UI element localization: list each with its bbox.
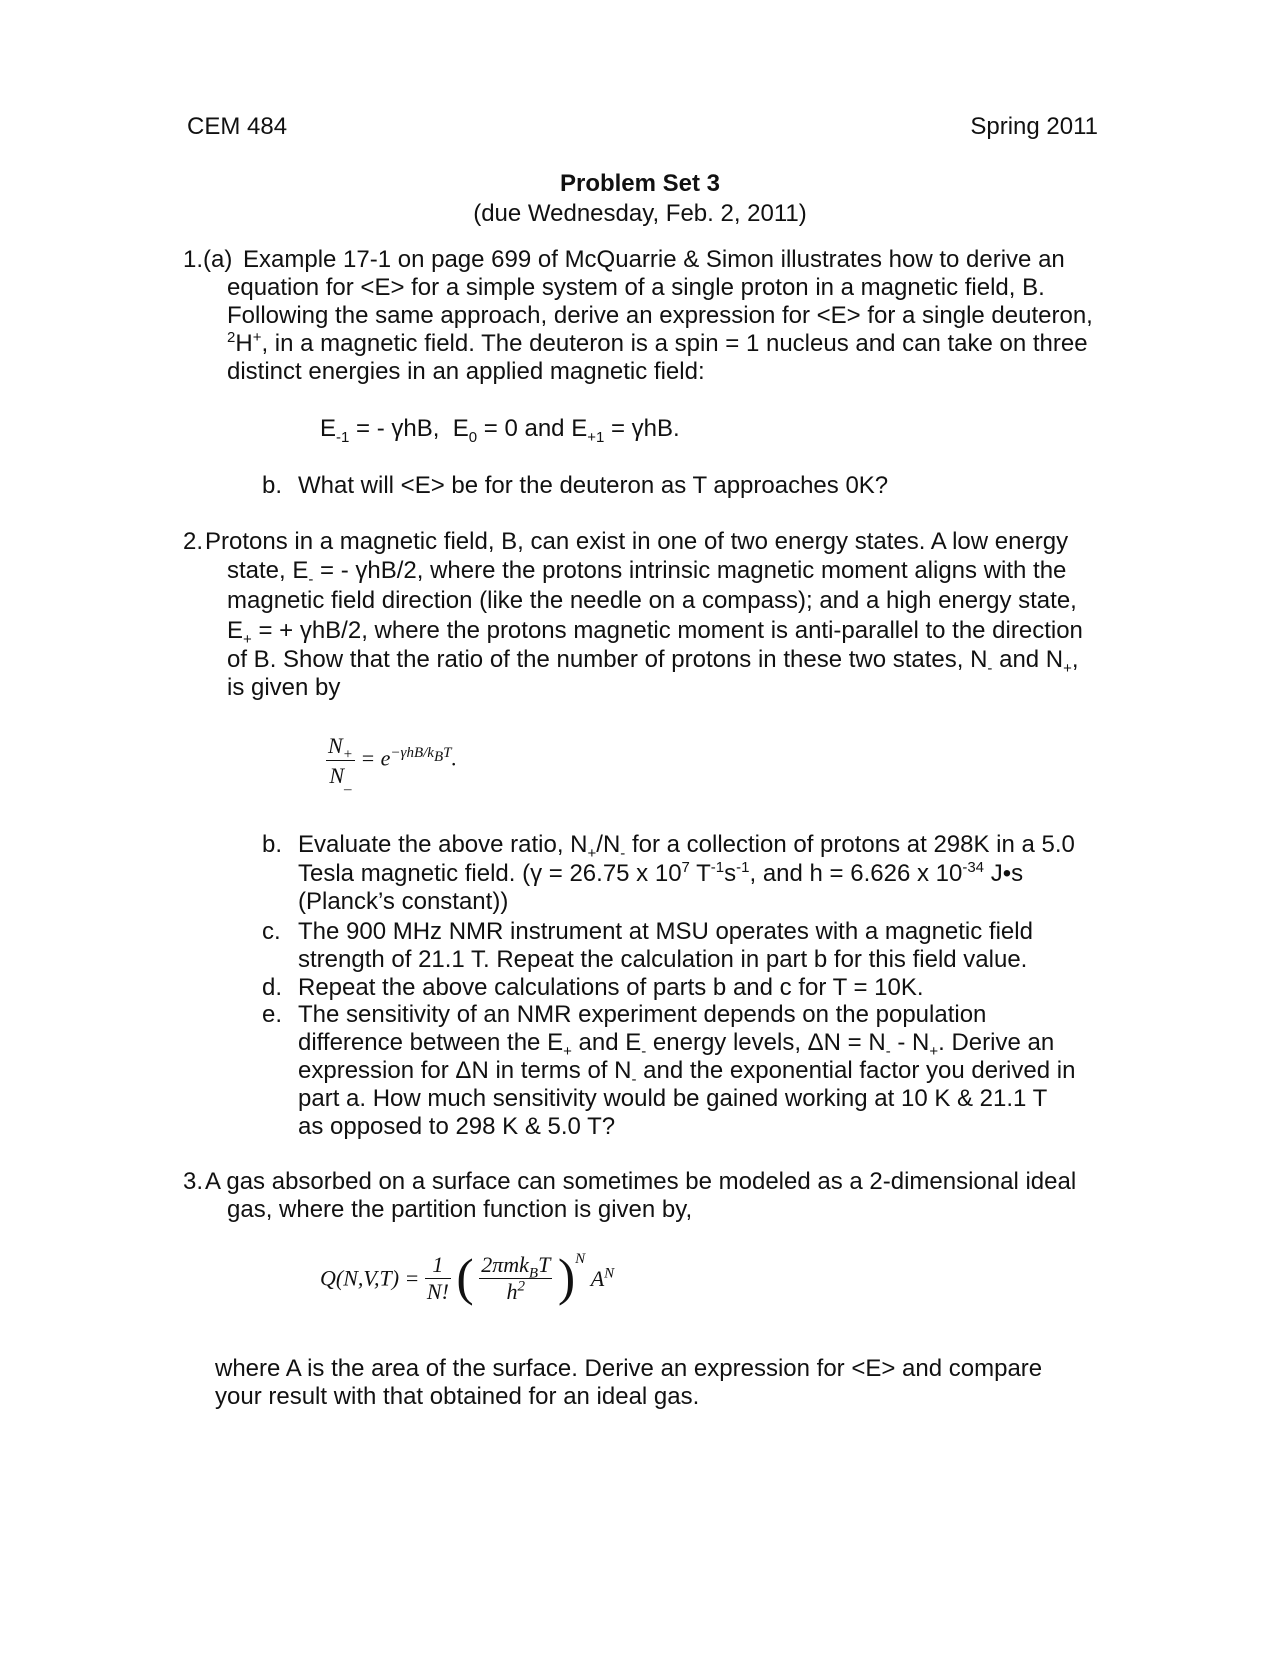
q3-after-line1: where A is the area of the surface. Derive an expression for <E> and compare	[215, 1355, 1043, 1382]
q3-number: 3.	[183, 1168, 204, 1195]
q3-partition-equation: Q(N,V,T) = $\frac{1}{N!}$ ( $\frac{2\pi mk_BT}{h^2}$ )$^N$ $A^N$	[320, 1249, 615, 1307]
q2-line4: $E_+$ = + γhB/2, where the protons magnetic moment is anti-parallel to the direction	[227, 617, 1083, 648]
q2c-line1: The 900 MHz NMR instrument at MSU operates with a magnetic field	[298, 918, 1033, 945]
q2-line6: is given by	[227, 674, 341, 701]
right-paren: )	[557, 1249, 576, 1307]
q2-line1: Protons in a magnetic field, B, can exist in one of two energy states. A low energy	[205, 528, 1069, 555]
q2b-line2: Tesla magnetic field. (γ = 26.75 x $10^7$ $T^{-1}s^{-1}$, and h = 6.626 x $10^{-34}$ J•s	[298, 859, 1024, 887]
one-over-nfactorial: $\frac{1}{N!}$	[426, 1252, 449, 1304]
q2-line5: of B. Show that the ratio of the number of protons in these two states, $N_-$ and $N_+$,	[227, 646, 1079, 677]
q2e-line4: part a. How much sensitivity would be gained working at 10 K & 21.1 T	[298, 1085, 1048, 1112]
q1a-line3: Following the same approach, derive an expression for <E> for a single deuteron,	[227, 302, 1093, 329]
q3-line2: gas, where the partition function is given by,	[227, 1196, 693, 1223]
q2-line2: state, $E_-$ = - γhB/2, where the protons intrinsic magnetic moment aligns with the	[227, 557, 1067, 588]
thermal-fraction: $\frac{2\pi mk_BT}{h^2}$	[481, 1252, 551, 1304]
q1a-line5: distinct energies in an applied magnetic field:	[227, 358, 705, 385]
q2e-line1: The sensitivity of an NMR experiment depends on the population	[298, 1001, 987, 1028]
q2c-line2: strength of 21.1 T. Repeat the calculation in part b for this field value.	[298, 946, 1028, 973]
q3-line1: A gas absorbed on a surface can sometimes be modeled as a 2-dimensional ideal	[205, 1168, 1077, 1195]
course-code: CEM 484	[187, 113, 288, 140]
q2c-label: c.	[262, 918, 281, 945]
q2e-line2: difference between the $E_+$ and $E_-$ energy levels, $\Delta N = N_- - N_+$. Derive an	[298, 1029, 1055, 1060]
q3-after-line2: your result with that obtained for an ideal gas.	[215, 1383, 700, 1410]
q2-number: 2.	[183, 528, 204, 555]
q1a-line4: $^2$H+, in a magnetic field. The deuteron is a spin = 1 nucleus and can take on three	[227, 329, 1088, 357]
q2b-label: b.	[262, 831, 283, 858]
q2d-label: d.	[262, 974, 283, 1001]
q2b-line3: (Planck’s constant))	[298, 888, 509, 915]
q2e-line5: as opposed to 298 K & 5.0 T?	[298, 1113, 616, 1140]
q1-energy-levels: $E_{-1}$ = - γhB, $E_0 = 0$ and $E_{+1} = \gamma hB$.	[320, 415, 680, 446]
q1a-line1: Example 17-1 on page 699 of McQuarrie & Simon illustrates how to derive an	[243, 246, 1065, 273]
due-date: (due Wednesday, Feb. 2, 2011)	[473, 200, 807, 227]
q2-line3: magnetic field direction (like the needle on a compass); and a high energy state,	[227, 587, 1077, 614]
term: Spring 2011	[970, 113, 1098, 140]
q1-number: 1.(a)	[183, 246, 233, 273]
q2e-label: e.	[262, 1001, 283, 1028]
page-title: Problem Set 3	[559, 170, 721, 197]
q1b-text: What will <E> be for the deuteron as T approaches 0K?	[298, 472, 889, 499]
q1a-line2: equation for <E> for a simple system of a single proton in a magnetic field, B.	[227, 274, 1045, 301]
q2b-line1: Evaluate the above ratio, $N_+/N_-$ for a collection of protons at 298K in a 5.0	[298, 831, 1075, 862]
left-paren: (	[456, 1249, 474, 1307]
q2-ratio-equation: $\frac{N_+}{N_{\_}}$ = $e^{-\gamma hB/k_BT}$.	[328, 733, 457, 793]
q2d-text: Repeat the above calculations of parts b and c for T = 10K.	[298, 974, 924, 1001]
ratio-fraction: $\frac{N_+}{N_{\_}}$	[328, 733, 353, 793]
q2e-line3: expression for ΔN in terms of $N_-$ and the exponential factor you derived in	[298, 1057, 1076, 1088]
q1b-label: b.	[262, 472, 283, 499]
